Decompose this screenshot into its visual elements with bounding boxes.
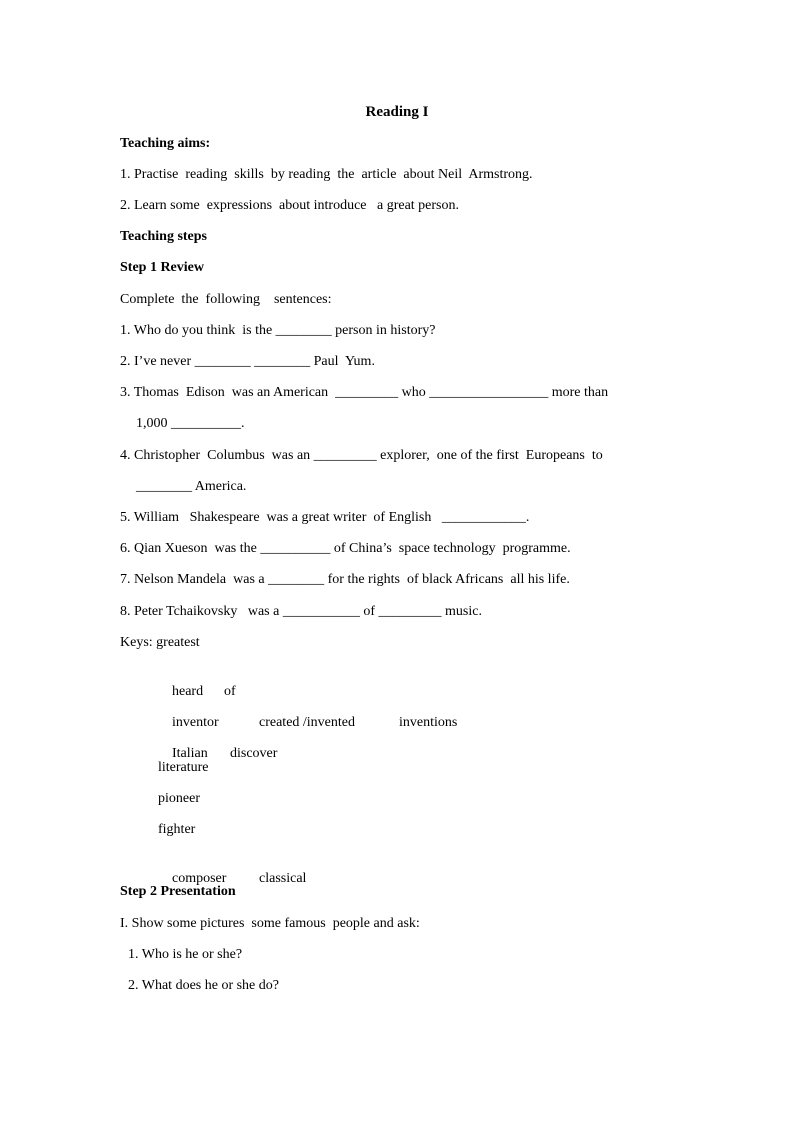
sentence-item: 5. William Shakespeare was a great writer of English ____________. (120, 510, 530, 525)
key-word: fighter (158, 822, 196, 837)
sentence-item: 8. Peter Tchaikovsky was a ___________ of _________ music. (120, 604, 482, 619)
step1-intro: Complete the following sentences: (120, 292, 332, 307)
sentence-item: 4. Christopher Columbus was an _________ explorer, one of the first Europeans to (120, 448, 603, 463)
page-title: Reading I (365, 104, 429, 120)
step2-intro: I. Show some pictures some famous people and ask: (120, 916, 420, 931)
key-word: pioneer (158, 791, 200, 806)
key-word: heard (172, 684, 204, 699)
key-word: composer (172, 871, 227, 886)
question-item: 2. What does he or she do? (128, 978, 279, 993)
step1-heading: Step 1 Review (120, 260, 204, 275)
key-word: inventions (399, 715, 458, 730)
sentence-item: 6. Qian Xueson was the __________ of China’s space technology programme. (120, 541, 571, 556)
question-item: 1. Who is he or she? (128, 947, 243, 962)
step2-heading: Step 2 Presentation (120, 884, 236, 899)
key-word: created /invented (259, 715, 356, 730)
key-word: classical (259, 871, 307, 886)
sentence-item: 3. Thomas Edison was an American _________ who _________________ more than (120, 385, 609, 400)
aim-item: 1. Practise reading skills by reading the article about Neil Armstrong. (120, 167, 533, 182)
key-word: Italian (172, 746, 208, 761)
key-word: literature (158, 760, 209, 775)
aims-heading: Teaching aims: (120, 136, 211, 151)
sentence-item-continuation: ________ America. (136, 479, 247, 494)
key-word: of (224, 684, 236, 699)
sentence-item: 1. Who do you think is the ________ person in history? (120, 323, 436, 338)
key-word: inventor (172, 715, 219, 730)
sentence-item: 7. Nelson Mandela was a ________ for the rights of black Africans all his life. (120, 572, 570, 587)
steps-heading: Teaching steps (120, 229, 208, 244)
sentence-item-continuation: 1,000 __________. (136, 416, 245, 431)
keys-label: Keys: greatest (120, 635, 200, 650)
aim-item: 2. Learn some expressions about introduce a great person. (120, 198, 460, 213)
key-word: discover (230, 746, 278, 761)
sentence-item: 2. I’ve never ________ ________ Paul Yum. (120, 354, 375, 369)
